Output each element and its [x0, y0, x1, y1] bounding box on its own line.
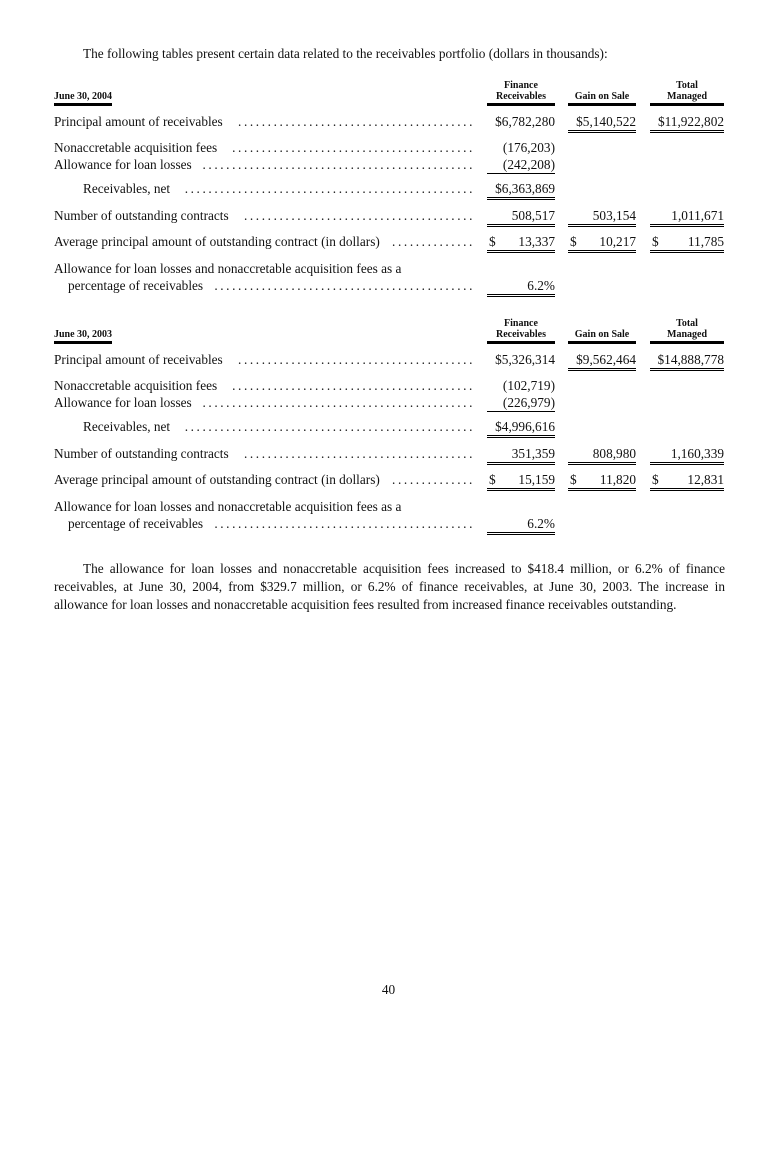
cell-finance — [487, 418, 555, 438]
cell-finance — [487, 515, 555, 535]
leader-dots: ................................................. — [184, 419, 475, 434]
cell-value: 15,159 — [518, 472, 555, 487]
cell-value: 1,011,671 — [671, 208, 724, 223]
table-row-average — [54, 233, 725, 251]
cell-value: 6.2% — [527, 516, 555, 531]
cell-value: 503,154 — [592, 208, 636, 223]
header-gain-on-sale: Gain on Sale — [568, 329, 636, 344]
cell-gain — [568, 207, 636, 227]
leader-dots: ....................................... — [243, 208, 475, 223]
leader-dots: .............. — [392, 234, 475, 249]
cell-gain — [568, 515, 636, 532]
cell-finance — [487, 394, 555, 412]
leader-dots: ............................................ — [214, 516, 475, 531]
leader-dots: .............................................. — [202, 395, 475, 410]
table-row-allowance — [54, 156, 725, 174]
leader-dots: .............................................. — [202, 157, 475, 172]
currency-sign: $ — [652, 234, 659, 249]
header-finance-line2: Receivables — [496, 329, 546, 340]
currency-sign: $ — [570, 234, 577, 249]
row-label-line1: Allowance for loan losses and nonaccretable acquisition fees as a — [54, 499, 402, 514]
leader-dots: ........................................ — [238, 352, 475, 367]
cell-value: 10,217 — [599, 234, 636, 249]
cell-value: 1,160,339 — [670, 446, 724, 461]
cell-gain — [568, 471, 636, 491]
row-label: Number of outstanding contracts — [54, 446, 229, 461]
cell-gain — [568, 156, 636, 173]
leader-dots: ....................................... — [243, 446, 475, 461]
cell-value: $6,782,280 — [495, 114, 555, 129]
cell-finance — [487, 139, 555, 156]
table-row-net — [54, 180, 725, 198]
table-row-principal — [54, 113, 725, 131]
row-label: Receivables, net — [83, 419, 171, 434]
cell-finance — [487, 277, 555, 297]
cell-gain — [568, 180, 636, 197]
header-gain-on-sale: Gain on Sale — [568, 91, 636, 106]
leader-dots: ......................................... — [232, 140, 475, 155]
leader-dots: .............. — [392, 472, 475, 487]
cell-value: (242,208) — [502, 157, 555, 172]
table-row-contracts — [54, 207, 725, 225]
currency-sign: $ — [652, 472, 659, 487]
cell-finance — [487, 207, 555, 227]
currency-sign: $ — [489, 234, 496, 249]
receivables-table — [54, 78, 725, 308]
leader-dots: ......................................... — [232, 378, 475, 393]
cell-value: 6.2% — [527, 278, 555, 293]
cell-value: (102,719) — [502, 378, 555, 393]
table-row-allowance — [54, 394, 725, 412]
row-label: Allowance for loan losses — [54, 395, 192, 410]
row-label: percentage of receivables — [68, 278, 204, 293]
cell-total — [650, 277, 724, 294]
leader-dots: ........................................ — [238, 114, 475, 129]
cell-total — [650, 207, 724, 227]
cell-gain — [568, 233, 636, 253]
cell-value: (226,979) — [502, 395, 555, 410]
row-label: Average principal amount of outstanding contract (in dollars) — [54, 472, 380, 487]
table-row-nonaccretable — [54, 139, 725, 157]
cell-gain — [568, 139, 636, 156]
cell-finance — [487, 351, 555, 368]
cell-total — [650, 471, 724, 491]
table-row-net — [54, 418, 725, 436]
cell-finance — [487, 377, 555, 394]
table-date-header: June 30, 2003 — [54, 329, 112, 344]
cell-total — [650, 180, 724, 197]
cell-total — [650, 418, 724, 435]
header-total-line2: Managed — [667, 91, 707, 102]
header-finance-line1: Finance — [504, 318, 538, 329]
cell-total — [650, 139, 724, 156]
row-label: Nonaccretable acquisition fees — [54, 140, 218, 155]
cell-total — [650, 351, 724, 371]
cell-value: $9,562,464 — [576, 352, 636, 367]
cell-value: 11,820 — [599, 472, 636, 487]
table-row-principal — [54, 351, 725, 369]
cell-value: $11,922,802 — [658, 114, 724, 129]
summary-paragraph: The allowance for loan losses and nonaccretable acquisition fees increased to $418.4 million, or 6.2% of finance receivables, at June 30, 2004, from $329.7 million, or 6.2% of finance receivables, at June 30, 2003. The increase in allowance for loan losses and nonaccretable acquisition fees resulted from increased finance receivables outstanding. — [54, 561, 725, 612]
cell-value: 351,359 — [511, 446, 555, 461]
cell-value: 508,517 — [511, 208, 555, 223]
cell-gain — [568, 418, 636, 435]
currency-sign: $ — [489, 472, 496, 487]
row-label: Principal amount of receivables — [54, 352, 223, 367]
cell-gain — [568, 113, 636, 133]
cell-value: (176,203) — [502, 140, 555, 155]
cell-value: $4,996,616 — [495, 419, 555, 434]
table-row-average — [54, 471, 725, 489]
currency-sign: $ — [570, 472, 577, 487]
table-row-nonaccretable — [54, 377, 725, 395]
header-finance-line2: Receivables — [496, 91, 546, 102]
cell-finance — [487, 445, 555, 465]
row-label: Number of outstanding contracts — [54, 208, 229, 223]
intro-text: The following tables present certain data related to the receivables portfolio (dollars in thousands): — [83, 46, 608, 61]
cell-finance — [487, 113, 555, 130]
page-number: 40 — [381, 982, 396, 997]
cell-value: $5,140,522 — [576, 114, 636, 129]
cell-value: 13,337 — [518, 234, 555, 249]
table-date-header: June 30, 2004 — [54, 91, 112, 106]
row-label: Receivables, net — [83, 181, 171, 196]
header-finance-line1: Finance — [504, 80, 538, 91]
cell-gain — [568, 445, 636, 465]
cell-value: 12,831 — [687, 472, 724, 487]
cell-value: 808,980 — [592, 446, 636, 461]
cell-value: 11,785 — [687, 234, 724, 249]
leader-dots: ............................................ — [214, 278, 475, 293]
row-label-line1: Allowance for loan losses and nonaccretable acquisition fees as a — [54, 261, 402, 276]
cell-total — [650, 515, 724, 532]
leader-dots: ................................................. — [184, 181, 475, 196]
cell-value: $5,326,314 — [495, 352, 555, 367]
cell-gain — [568, 351, 636, 371]
cell-gain — [568, 377, 636, 394]
table-row-percentage — [54, 261, 725, 295]
cell-finance — [487, 156, 555, 174]
cell-total — [650, 113, 724, 133]
row-label: Nonaccretable acquisition fees — [54, 378, 218, 393]
cell-total — [650, 156, 724, 173]
header-total-line1: Total — [676, 80, 698, 91]
header-total-line2: Managed — [667, 329, 707, 340]
header-total-line1: Total — [676, 318, 698, 329]
cell-gain — [568, 394, 636, 411]
cell-finance — [487, 471, 555, 491]
cell-finance — [487, 233, 555, 253]
row-label: Average principal amount of outstanding contract (in dollars) — [54, 234, 380, 249]
cell-gain — [568, 277, 636, 294]
cell-total — [650, 394, 724, 411]
cell-total — [650, 377, 724, 394]
row-label: Allowance for loan losses — [54, 157, 192, 172]
receivables-table — [54, 316, 725, 546]
row-label: Principal amount of receivables — [54, 114, 223, 129]
cell-finance — [487, 180, 555, 200]
cell-total — [650, 445, 724, 465]
cell-value: $14,888,778 — [657, 352, 724, 367]
cell-value: $6,363,869 — [495, 181, 555, 196]
table-row-percentage — [54, 499, 725, 533]
cell-total — [650, 233, 724, 253]
table-row-contracts — [54, 445, 725, 463]
row-label: percentage of receivables — [68, 516, 204, 531]
